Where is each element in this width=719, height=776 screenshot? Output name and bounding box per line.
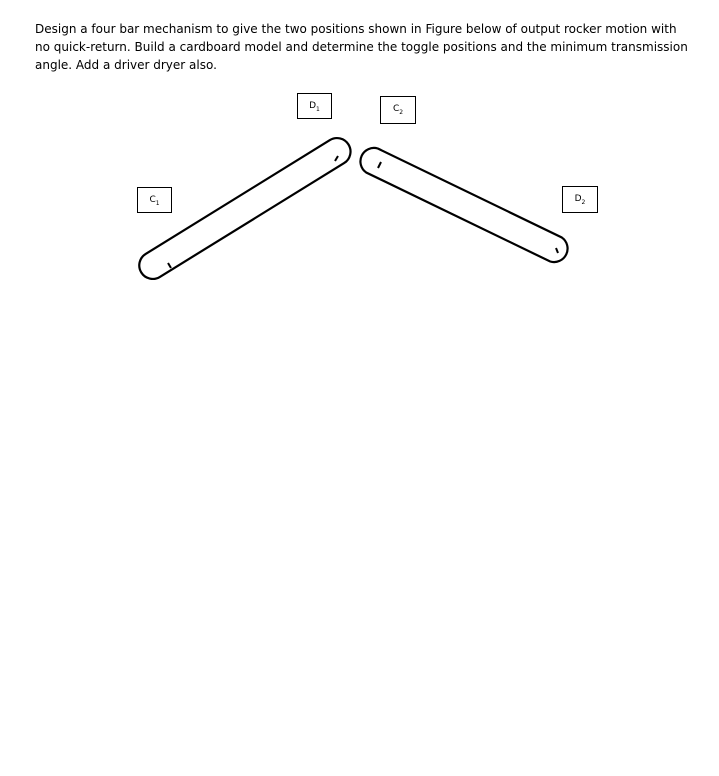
label-d1-subscript: 1 [316,105,320,113]
label-c1-text [149,188,159,207]
label-c2-text [393,97,403,116]
label-d1 [297,93,332,119]
label-d2-subscript: 2 [581,198,586,206]
label-c2-subscript: 2 [399,108,404,116]
label-d2 [562,186,598,213]
label-c1 [137,187,172,213]
problem-statement: Design a four bar mechanism to give the two positions shown in Figure below of output rocker motion with no quick-return. Build a cardboard model and determine the toggle positions and the minimum transmission angle. Add a driver dryer also. [35,22,688,72]
label-d2-text [575,187,586,206]
label-c1-subscript: 1 [155,199,160,207]
label-d2-letter: D [574,194,582,204]
label-c2 [380,96,416,124]
label-d1-letter: D [309,101,317,111]
link-position-2 [360,148,567,262]
label-c1-letter: C [149,195,156,205]
link-2-outline [360,148,567,262]
label-d1-text [309,94,320,113]
label-c2-letter: C [392,104,400,114]
